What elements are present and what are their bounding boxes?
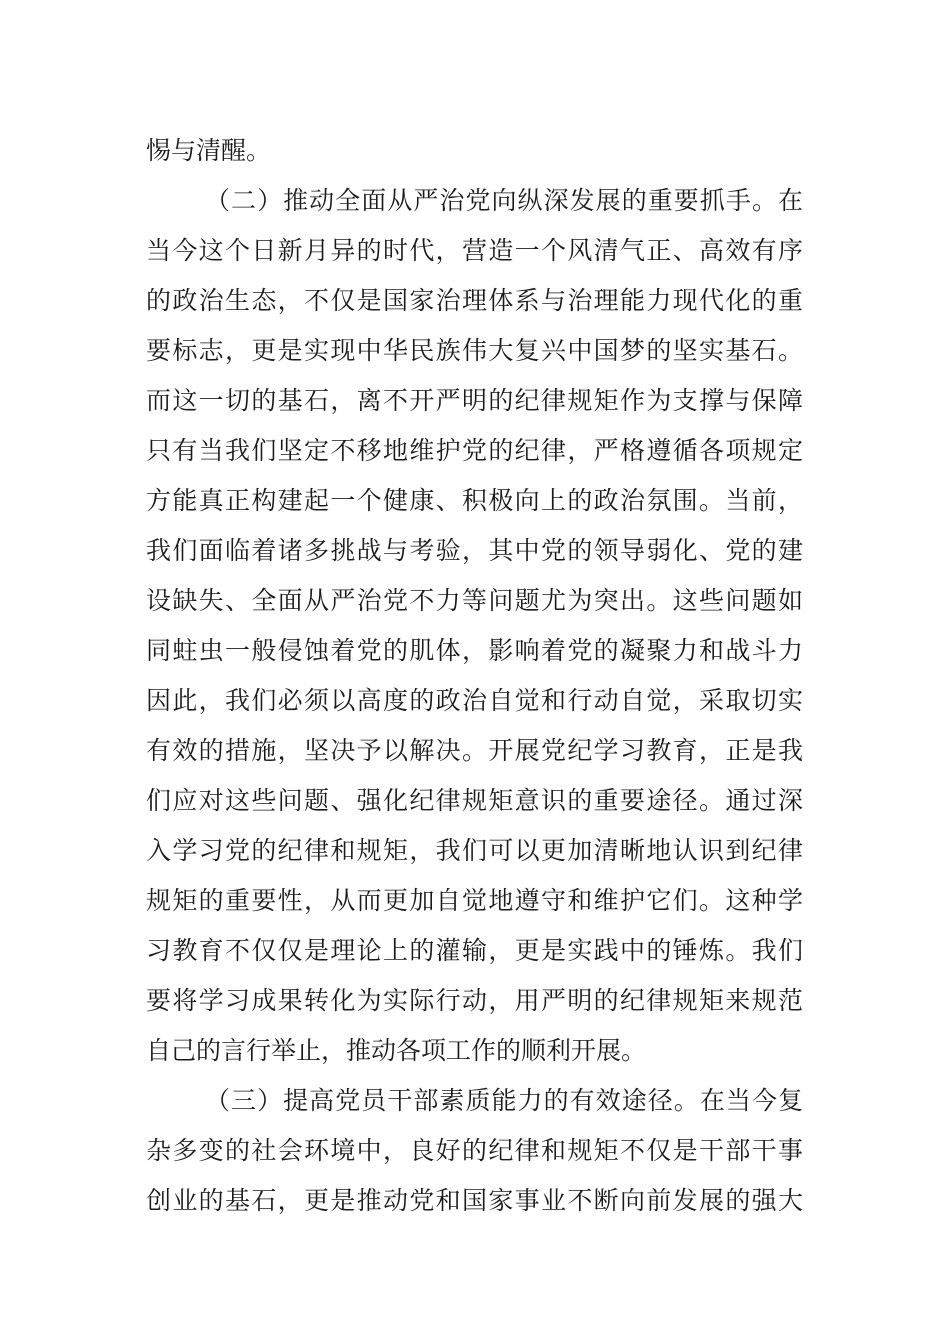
text-line: 的政治生态，不仅是国家治理体系与治理能力现代化的重	[146, 286, 803, 315]
text-line: 我们面临着诸多挑战与考验，其中党的领导弱化、党的建	[146, 536, 803, 565]
text-line: 因此，我们必须以高度的政治自觉和行动自觉，采取切实	[146, 686, 803, 715]
text-line: 同蛀虫一般侵蚀着党的肌体，影响着党的凝聚力和战斗力	[146, 636, 803, 665]
text-line: 杂多变的社会环境中，良好的纪律和规矩不仅是干部干事	[146, 1136, 803, 1165]
text-line: 有效的措施，坚决予以解决。开展党纪学习教育，正是我	[146, 736, 803, 765]
text-line: 要将学习成果转化为实际行动，用严明的纪律规矩来规范	[146, 986, 803, 1015]
text-line: 只有当我们坚定不移地维护党的纪律，严格遵循各项规定	[146, 436, 803, 465]
text-line: 自己的言行举止，推动各项工作的顺利开展。	[146, 1036, 647, 1065]
text-line: 当今这个日新月异的时代，营造一个风清气正、高效有序	[146, 236, 803, 265]
text-line: 习教育不仅仅是理论上的灌输，更是实践中的锤炼。我们	[146, 936, 803, 965]
text-line: 要标志，更是实现中华民族伟大复兴中国梦的坚实基石。	[146, 336, 803, 365]
text-line: 惕与清醒。	[146, 136, 272, 165]
section-heading-line: （三）提高党员干部素质能力的有效途径。在当今复	[205, 1086, 803, 1115]
section-heading-line: （二）推动全面从严治党向纵深发展的重要抓手。在	[205, 186, 803, 215]
text-line: 创业的基石，更是推动党和国家事业不断向前发展的强大	[146, 1186, 803, 1215]
text-line: 设缺失、全面从严治党不力等问题尤为突出。这些问题如	[146, 586, 803, 615]
text-line: 方能真正构建起一个健康、积极向上的政治氛围。当前，	[146, 486, 803, 515]
text-line: 规矩的重要性，从而更加自觉地遵守和维护它们。这种学	[146, 886, 803, 915]
text-line: 入学习党的纪律和规矩，我们可以更加清晰地认识到纪律	[146, 836, 803, 865]
text-line: 们应对这些问题、强化纪律规矩意识的重要途径。通过深	[146, 786, 803, 815]
text-line: 而这一切的基石，离不开严明的纪律规矩作为支撑与保障	[146, 386, 803, 415]
